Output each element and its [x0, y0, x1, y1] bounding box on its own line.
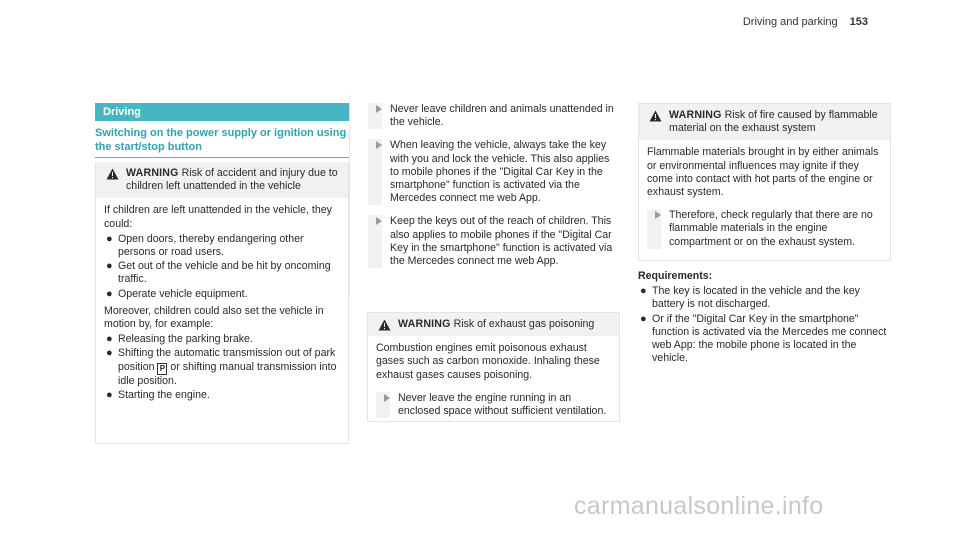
bullet-list — [104, 333, 340, 402]
warning-title: Risk of fire caused by flammable material on the exhaust system — [669, 109, 878, 135]
requirements — [638, 270, 891, 366]
list-item: ● Get out of the vehicle and be hit by oncoming traffic. — [106, 260, 331, 286]
step-item: Keep the keys out of the reach of children. This also applies to mobile phones if the "Digital Car Key in the smartphone" function is activated via the Mercedes connect me web App. — [368, 215, 618, 268]
warning-text: Combustion engines emit poisonous exhaust gases such as carbon monoxide. Inhaling these exhaust gases causes poisoning. — [376, 342, 600, 381]
bullet-list — [104, 233, 340, 301]
list-item: ● Operate vehicle equipment. — [106, 287, 248, 300]
warning-header — [96, 162, 348, 198]
list-item: ● Starting the engine. — [106, 388, 210, 401]
list-item: ● Open doors, thereby endangering other persons or road users. — [106, 232, 304, 259]
continued-steps — [368, 95, 618, 268]
step-item: When leaving the vehicle, always take the key with you and lock the vehicle. This also applies to mobile phones if the "Digital Car Key in the smartphone" function is activated via the Mercedes connect me web App. — [368, 139, 618, 205]
running-head — [743, 16, 868, 29]
bullet-icon: ● — [106, 333, 113, 346]
moreover-text: Moreover, children could also set the vehicle in motion by, for example: — [104, 304, 324, 331]
list-item: ● The key is located in the vehicle and the key battery is not discharged. — [640, 285, 860, 311]
warning-body — [96, 198, 348, 411]
warning-box-children — [95, 162, 349, 444]
column-divider — [349, 95, 350, 295]
warning-label: WARNING — [126, 167, 179, 179]
step-arrow-icon — [384, 394, 390, 402]
warning-header — [368, 313, 619, 336]
warning-text: Flammable materials brought in by either animals or environmental influences may ignite if they come into contact with hot parts of the engine or exhaust system. — [647, 146, 879, 199]
bullet-icon: ● — [640, 285, 647, 298]
bullet-icon: ● — [640, 312, 647, 325]
bullet-icon: ● — [106, 388, 113, 401]
warning-triangle-icon — [378, 319, 391, 331]
step-arrow-icon — [376, 105, 382, 113]
requirements-list — [638, 285, 891, 365]
bullet-icon: ● — [106, 232, 113, 245]
warning-body — [639, 140, 890, 256]
section-title: Driving — [95, 103, 349, 121]
list-item: ● Or if the "Digital Car Key in the smartphone" function is activated via the Mercedes me connect web App: the mobile phone is located in the vehicle. — [640, 312, 887, 365]
bullet-icon: ● — [106, 347, 113, 360]
step-item: Never leave the engine running in an enclosed space without sufficient ventilation. — [376, 392, 611, 418]
list-item: ● Shifting the automatic transmission out of park position P or shifting manual transmission into idle position. — [106, 347, 337, 387]
step-arrow-icon — [376, 141, 382, 149]
park-position-icon: P — [157, 363, 167, 375]
warning-triangle-icon — [649, 110, 662, 122]
warning-title: Risk of exhaust gas poisoning — [453, 318, 595, 330]
warning-intro: If children are left unattended in the vehicle, they could: — [104, 204, 332, 230]
watermark-text: carmanualsonline.info — [574, 492, 824, 520]
warning-label: WARNING — [398, 318, 451, 330]
step-item: Never leave children and animals unattended in the vehicle. — [368, 103, 618, 129]
warning-header — [639, 104, 890, 140]
warning-triangle-icon — [106, 168, 119, 180]
subheading: Switching on the power supply or ignition using the start/stop button — [95, 127, 349, 158]
warning-body — [368, 336, 619, 426]
bullet-icon: ● — [106, 260, 113, 273]
list-item: ● Releasing the parking brake. — [106, 333, 253, 346]
step-arrow-icon — [376, 217, 382, 225]
warning-box-fire — [638, 103, 891, 261]
step-item: Therefore, check regularly that there are no flammable materials in the engine compartment or on the exhaust system. — [647, 209, 882, 249]
running-head-title: Driving and parking — [742, 16, 838, 28]
warning-box-exhaust-gas — [367, 312, 620, 422]
step-arrow-icon — [655, 211, 661, 219]
requirements-heading: Requirements: — [638, 270, 713, 282]
page-number: 153 — [849, 16, 868, 28]
warning-title: Risk of accident and injury due to children left unattended in the vehicle — [126, 167, 338, 193]
warning-label: WARNING — [669, 109, 722, 121]
bullet-icon: ● — [106, 287, 113, 300]
